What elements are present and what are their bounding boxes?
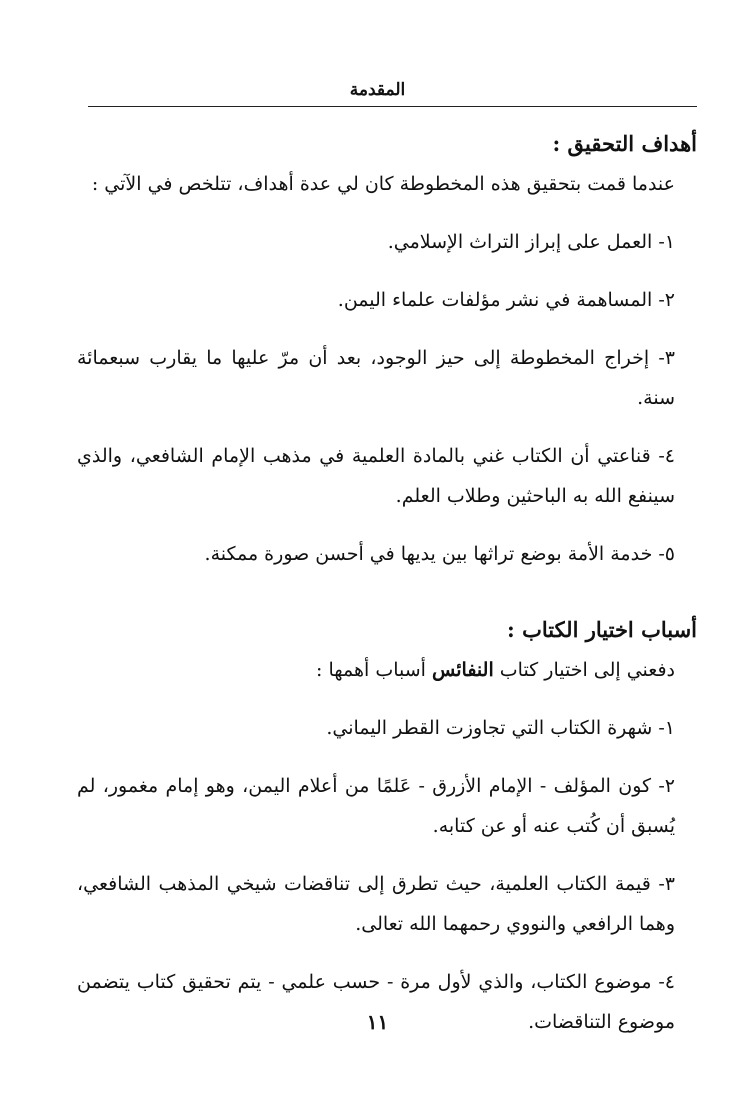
section-gap: [77, 592, 697, 610]
section-heading-reasons: أسباب اختيار الكتاب :: [507, 617, 697, 642]
objective-item-1: ١- العمل على إبراز التراث الإسلامي.: [387, 231, 675, 253]
header-rule: [88, 106, 697, 107]
reason-item-2: ٢- كون المؤلف - الإمام الأزرق - عَلمًا من أعلام اليمن، وهو إمام مغمور، لم يُسبق أن كُتب عنه أو عن كتابه.: [77, 775, 675, 837]
objective-item-3: ٣- إخراج المخطوطة إلى حيز الوجود، بعد أن مرّ عليها ما يقارب سبعمائة سنة.: [77, 347, 675, 409]
running-title: المقدمة: [349, 80, 406, 100]
objective-item-2: ٢- المساهمة في نشر مؤلفات علماء اليمن.: [337, 289, 675, 311]
reason-item-1: ١- شهرة الكتاب التي تجاوزت القطر اليماني.: [326, 717, 675, 739]
book-title-bold: النفائس: [432, 659, 494, 681]
objectives-intro: عندما قمت بتحقيق هذه المخطوطة كان لي عدة أهداف، تتلخص في الآتي :: [91, 173, 675, 195]
reasons-intro-end: أسباب أهمها :: [316, 659, 433, 681]
reason-item-3: ٣- قيمة الكتاب العلمية، حيث تطرق إلى تناقضات شيخي المذهب الشافعي، وهما الرافعي والنووي رحمهما الله تعالى.: [77, 873, 675, 935]
objective-item-4: ٤- قناعتي أن الكتاب غني بالمادة العلمية في مذهب الإمام الشافعي، والذي سينفع الله به الباحثين وطلاب العلم.: [77, 445, 675, 507]
reasons-intro-start: دفعني إلى اختيار كتاب: [493, 659, 675, 681]
page-number: ١١: [366, 1010, 389, 1034]
page-body: [77, 124, 697, 1060]
section-heading-objectives: أهداف التحقيق :: [552, 131, 697, 156]
reasons-intro: [77, 650, 697, 690]
objective-item-5: ٥- خدمة الأمة بوضع تراثها بين يديها في أحسن صورة ممكنة.: [204, 543, 675, 565]
reason-item-4: ٤- موضوع الكتاب، والذي لأول مرة - حسب علمي - يتم تحقيق كتاب يتضمن موضوع التناقضات.: [77, 971, 675, 1033]
